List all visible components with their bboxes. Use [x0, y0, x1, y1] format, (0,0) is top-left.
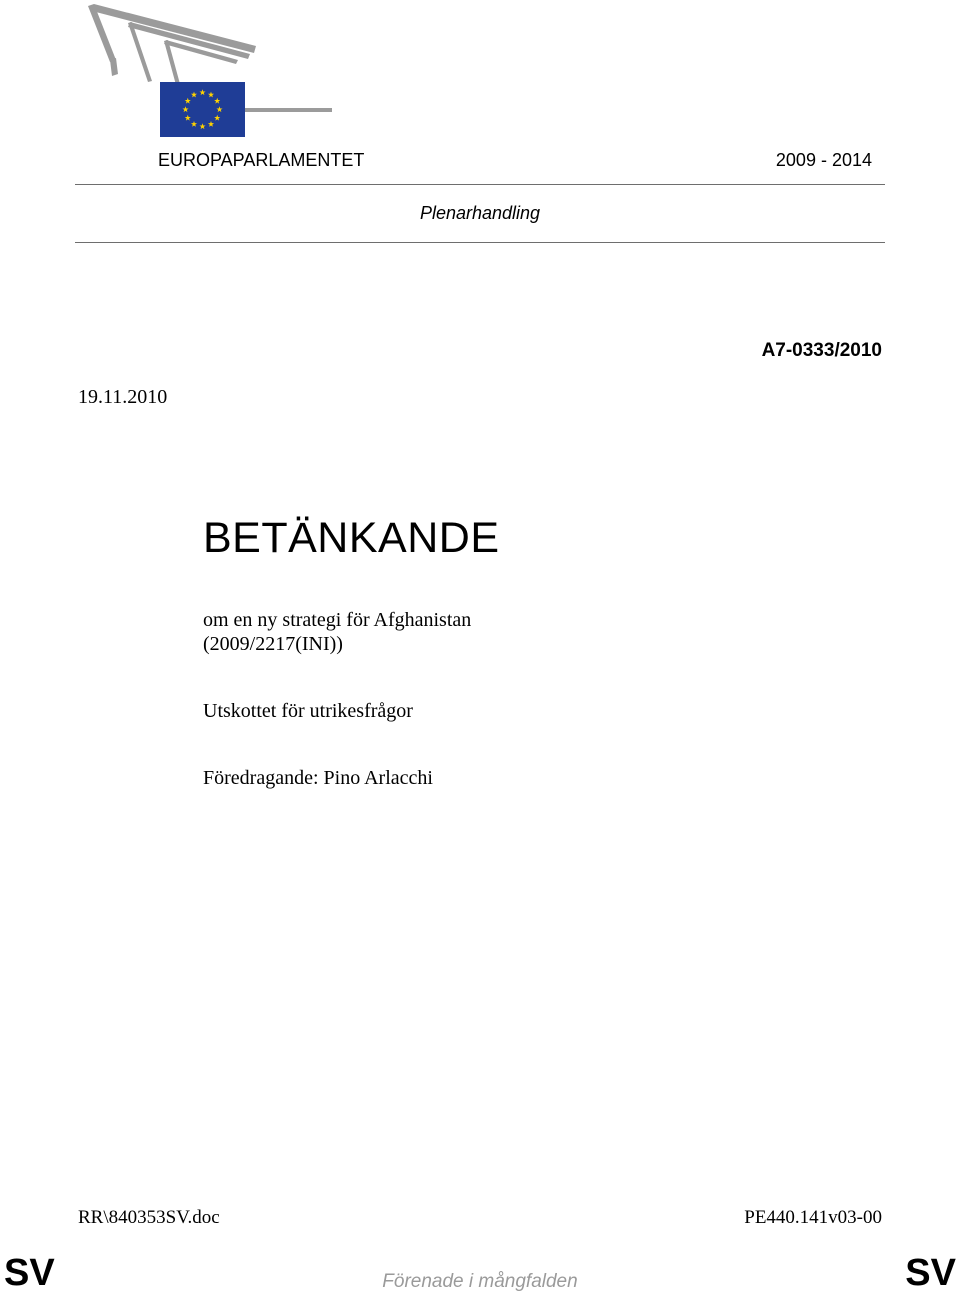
organization-name: EUROPAPARLAMENTET — [158, 150, 365, 170]
committee-name: Utskottet för utrikesfrågor — [203, 700, 413, 722]
session-document-type: Plenarhandling — [419, 203, 541, 223]
rapporteur-name: Pino Arlacchi — [323, 767, 433, 789]
header-divider-bottom — [75, 242, 885, 243]
document-date: 19.11.2010 — [78, 386, 168, 408]
report-subject: om en ny strategi för Afghanistan — [203, 609, 472, 631]
document-reference: A7-0333/2010 — [761, 340, 882, 361]
rapporteur-label: Föredragande: — [203, 767, 319, 789]
language-code-left: SV — [4, 1252, 55, 1294]
parliamentary-term: 2009 - 2014 — [775, 150, 872, 170]
eu-flag-icon — [160, 82, 245, 137]
procedure-reference: (2009/2217(INI)) — [203, 633, 343, 655]
file-reference: RR\840353SV.doc — [78, 1207, 220, 1228]
language-code-right: SV — [905, 1252, 956, 1294]
motto: Förenade i mångfalden — [382, 1271, 578, 1292]
header-divider-top — [75, 184, 885, 185]
european-parliament-logo-icon — [88, 2, 338, 140]
report-title: BETÄNKANDE — [203, 514, 500, 562]
pe-reference: PE440.141v03-00 — [744, 1207, 882, 1228]
rapporteur — [203, 767, 433, 790]
